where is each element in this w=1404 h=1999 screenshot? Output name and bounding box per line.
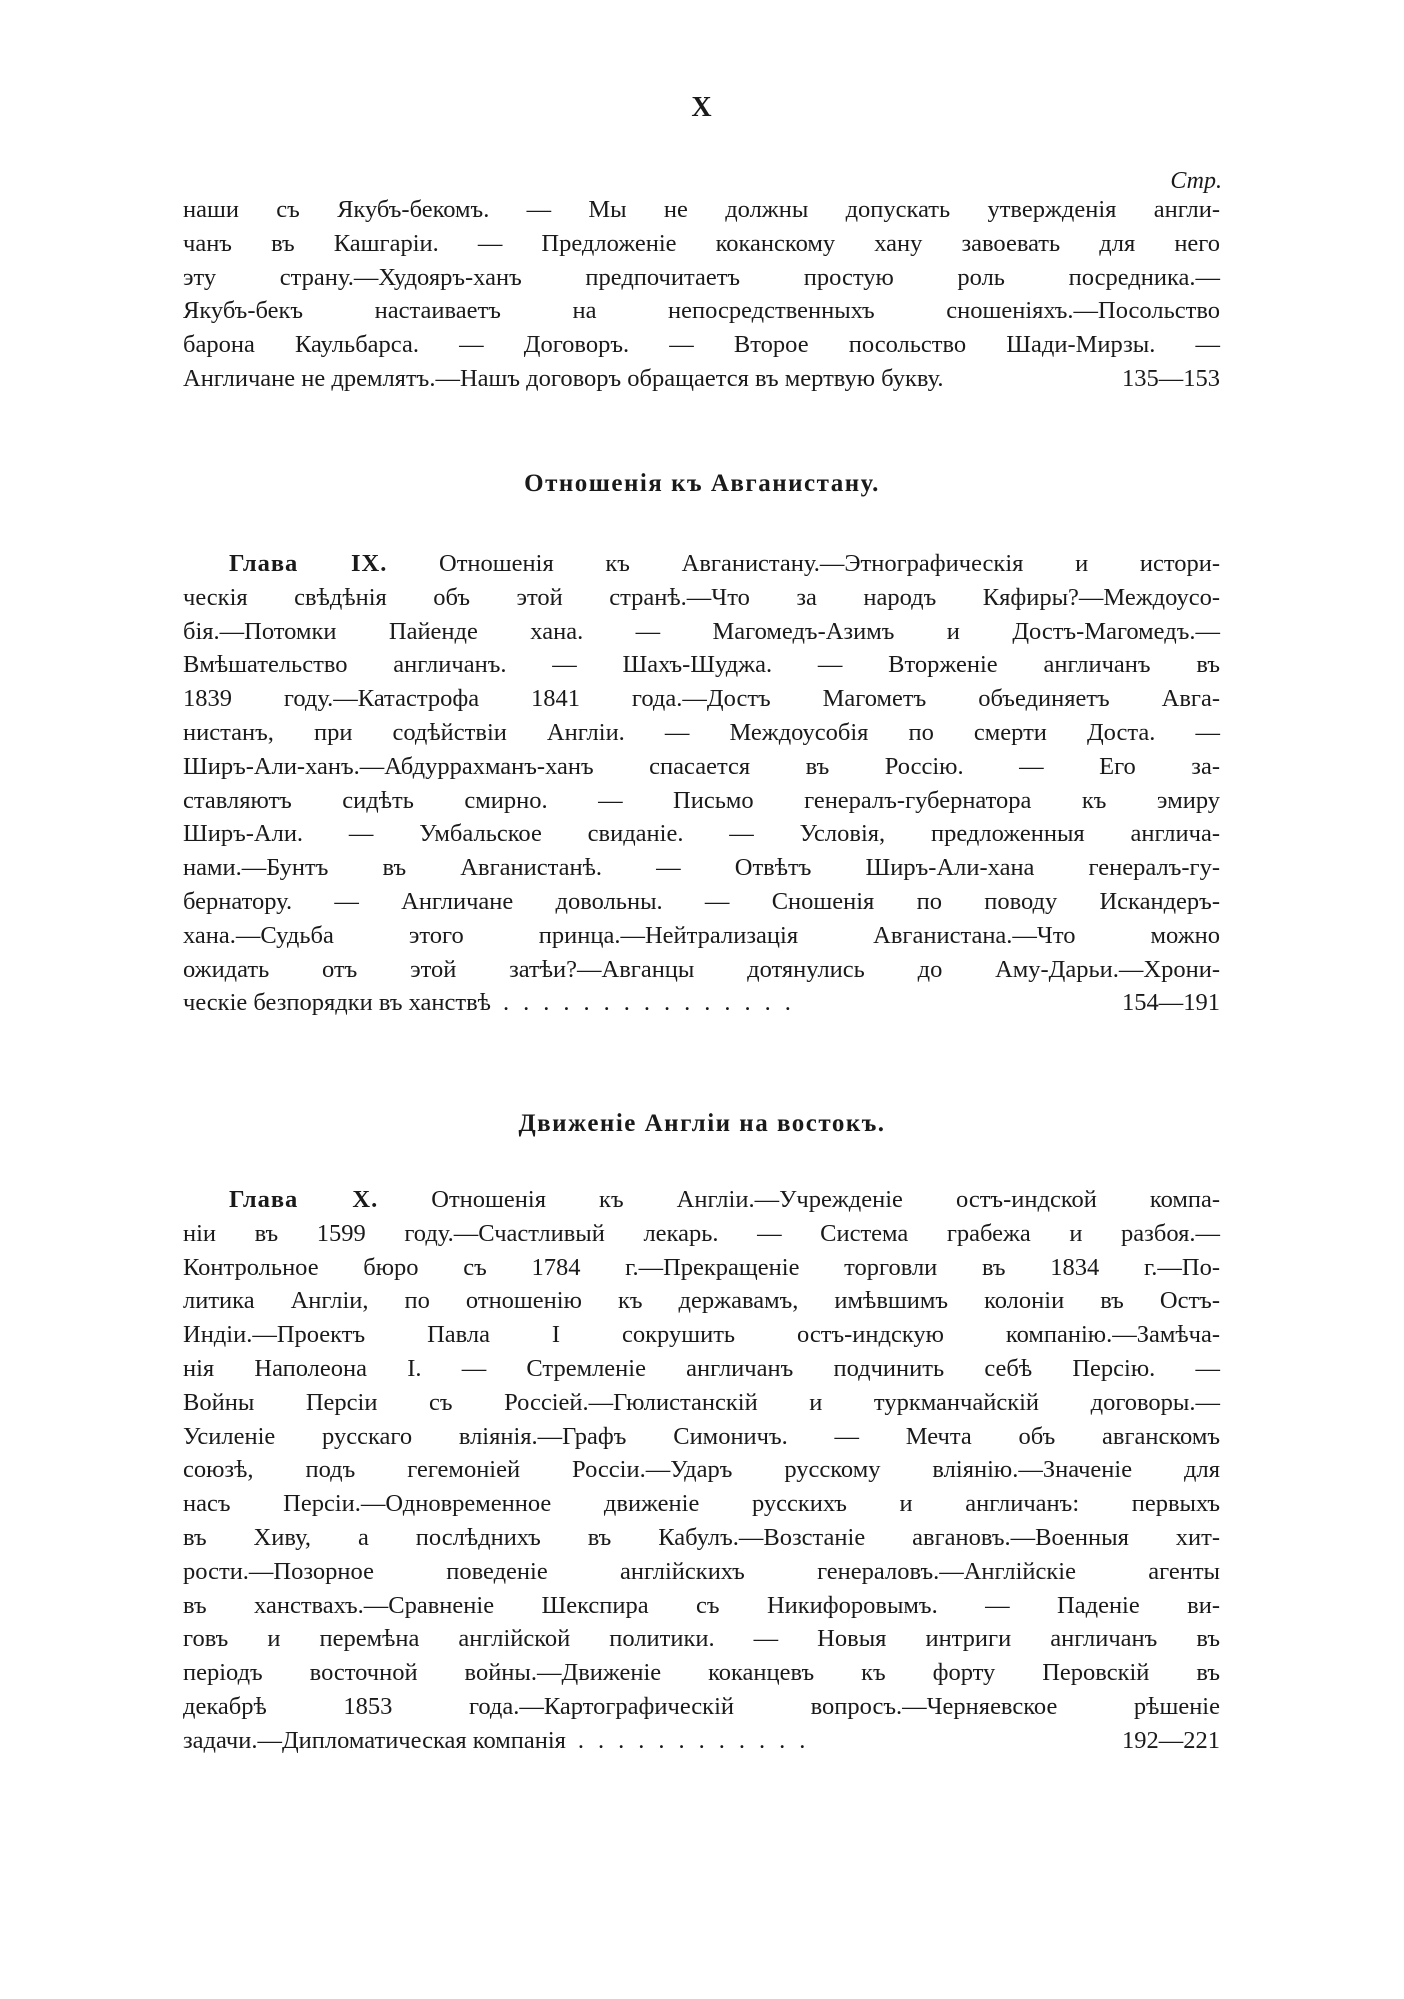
toc-line: нами.—Бунтъ въ Авганистанѣ. — Отвѣтъ Ширъ-Али-хана генералъ-гу-: [183, 854, 1220, 882]
toc-line: Ширъ-Али-ханъ.—Абдуррахманъ-ханъ спасается въ Россію. — Его за-: [183, 752, 1220, 780]
toc-first-line: [183, 1183, 1220, 1217]
leader-dots: ............: [577, 1726, 820, 1754]
toc-line: рости.—Позорное поведеніе англійскихъ генераловъ.—Англійскіе агенты: [183, 1557, 1220, 1585]
toc-entry-last-line: [183, 986, 1220, 1020]
toc-line: литика Англіи, по отношенію къ державамъ, имѣвшимъ колоніи въ Остъ-: [183, 1287, 1220, 1315]
page-number: X: [691, 92, 713, 123]
toc-line: союзѣ, подъ гегемоніей Россіи.—Ударъ русскому вліянію.—Значеніе для: [183, 1456, 1220, 1484]
toc-line: хана.—Судьба этого принца.—Нейтрализація Авганистана.—Что можно: [183, 921, 1220, 949]
toc-line: говъ и перемѣна англійской политики. — Новыя интриги англичанъ въ: [183, 1625, 1220, 1653]
toc-line: эту страну.—Худояръ-ханъ предпочитаетъ простую роль посредника.—: [183, 263, 1220, 291]
section-heading-afghanistan: Отношенія къ Авганистану.: [524, 470, 880, 497]
toc-line: наши съ Якубъ-бекомъ. — Мы не должны допускать утвержденія англи-: [183, 196, 1220, 223]
toc-entry-chapter-9: [183, 547, 1220, 1020]
toc-line-text: Отношенія къ Англіи.—Учрежденіе остъ-индской компа-: [431, 1186, 1221, 1213]
toc-line: задачи.—Дипломатическая компанія: [183, 1726, 566, 1754]
toc-line: барона Каульбарса. — Договоръ. — Второе посольство Шади-Мирзы. —: [183, 331, 1220, 359]
toc-line: ніи въ 1599 году.—Счастливый лекарь. — Система грабежа и разбоя.—: [183, 1219, 1220, 1247]
toc-first-line: [183, 547, 1220, 581]
toc-line: Ширъ-Али. — Умбальское свиданіе. — Условія, предложенныя англича-: [183, 820, 1220, 848]
toc-line: 1839 году.—Катастрофа 1841 года.—Достъ Магометъ объединяетъ Авга-: [183, 685, 1220, 713]
toc-line: въ Хиву, а послѣднихъ въ Кабулъ.—Возстаніе авгановъ.—Военныя хит-: [183, 1523, 1220, 1551]
page-column-label: Стр.: [1170, 168, 1222, 194]
toc-entry-last-line: [183, 362, 1220, 396]
toc-line: ожидать отъ этой затѣи?—Авганцы дотянулись до Аму-Дарьи.—Хрони-: [183, 955, 1220, 983]
toc-line: Вмѣшательство англичанъ. — Шахъ-Шуджа. — Вторженіе англичанъ въ: [183, 651, 1220, 679]
page-range: 154—191: [1122, 989, 1220, 1017]
toc-entry-chapter-10: [183, 1183, 1220, 1758]
toc-line: бернатору. — Англичане довольны. — Сношенія по поводу Искандеръ-: [183, 887, 1220, 915]
toc-line: Якубъ-бекъ настаиваетъ на непосредственныхъ сношеніяхъ.—Посольство: [183, 297, 1220, 325]
toc-line: Усиленіе русскаго вліянія.—Графъ Симоничъ. — Мечта объ авганскомъ: [183, 1422, 1220, 1450]
toc-line: насъ Персіи.—Одновременное движеніе русскихъ и англичанъ: первыхъ: [183, 1490, 1220, 1518]
page-range: 192—221: [1122, 1726, 1220, 1754]
toc-line: ставляютъ сидѣть смирно. — Письмо генералъ-губернатора къ эмиру: [183, 786, 1220, 814]
toc-line: Индіи.—Проектъ Павла I сокрушить остъ-индскую компанію.—Замѣча-: [183, 1321, 1220, 1349]
toc-line: Англичане не дремлятъ.—Нашъ договоръ обращается въ мертвую букву.: [183, 364, 944, 392]
toc-entry-continuation: [183, 193, 1220, 396]
toc-line: нія Наполеона I. — Стремленіе англичанъ подчинить себѣ Персію. —: [183, 1354, 1220, 1382]
toc-line: Войны Персіи съ Россіей.—Гюлистанскій и туркманчайскій договоры.—: [183, 1388, 1220, 1416]
toc-line: ческія свѣдѣнія объ этой странѣ.—Что за народъ Кяфиры?—Междоусо-: [183, 583, 1220, 611]
toc-line: декабрѣ 1853 года.—Картографическій вопросъ.—Черняевское рѣшеніе: [183, 1692, 1220, 1720]
toc-line-text: Отношенія къ Авганистану.—Этнографическія и истори-: [439, 550, 1221, 577]
toc-line: бія.—Потомки Пайенде хана. — Магомедъ-Азимъ и Достъ-Магомедъ.—: [183, 617, 1220, 645]
section-heading-england: Движеніе Англіи на востокъ.: [518, 1110, 886, 1137]
page-range: 135—153: [1122, 364, 1220, 392]
leader-dots: ...............: [503, 989, 805, 1017]
chapter-label: Глава X.: [229, 1186, 379, 1213]
toc-line: періодъ восточной войны.—Движеніе коканцевъ къ форту Перовскій въ: [183, 1659, 1220, 1687]
toc-line: ческіе безпорядки въ ханствѣ: [183, 989, 491, 1017]
toc-line: Контрольное бюро съ 1784 г.—Прекращеніе торговли въ 1834 г.—По-: [183, 1253, 1220, 1281]
toc-line: въ ханствахъ.—Сравненіе Шекспира съ Никифоровымъ. — Паденіе ви-: [183, 1591, 1220, 1619]
toc-line: нистанъ, при содѣйствіи Англіи. — Междоусобія по смерти Доста. —: [183, 718, 1220, 746]
toc-entry-last-line: [183, 1724, 1220, 1758]
chapter-label: Глава IX.: [229, 550, 388, 577]
toc-line: чанъ въ Кашгаріи. — Предложеніе коканскому хану завоевать для него: [183, 229, 1220, 257]
